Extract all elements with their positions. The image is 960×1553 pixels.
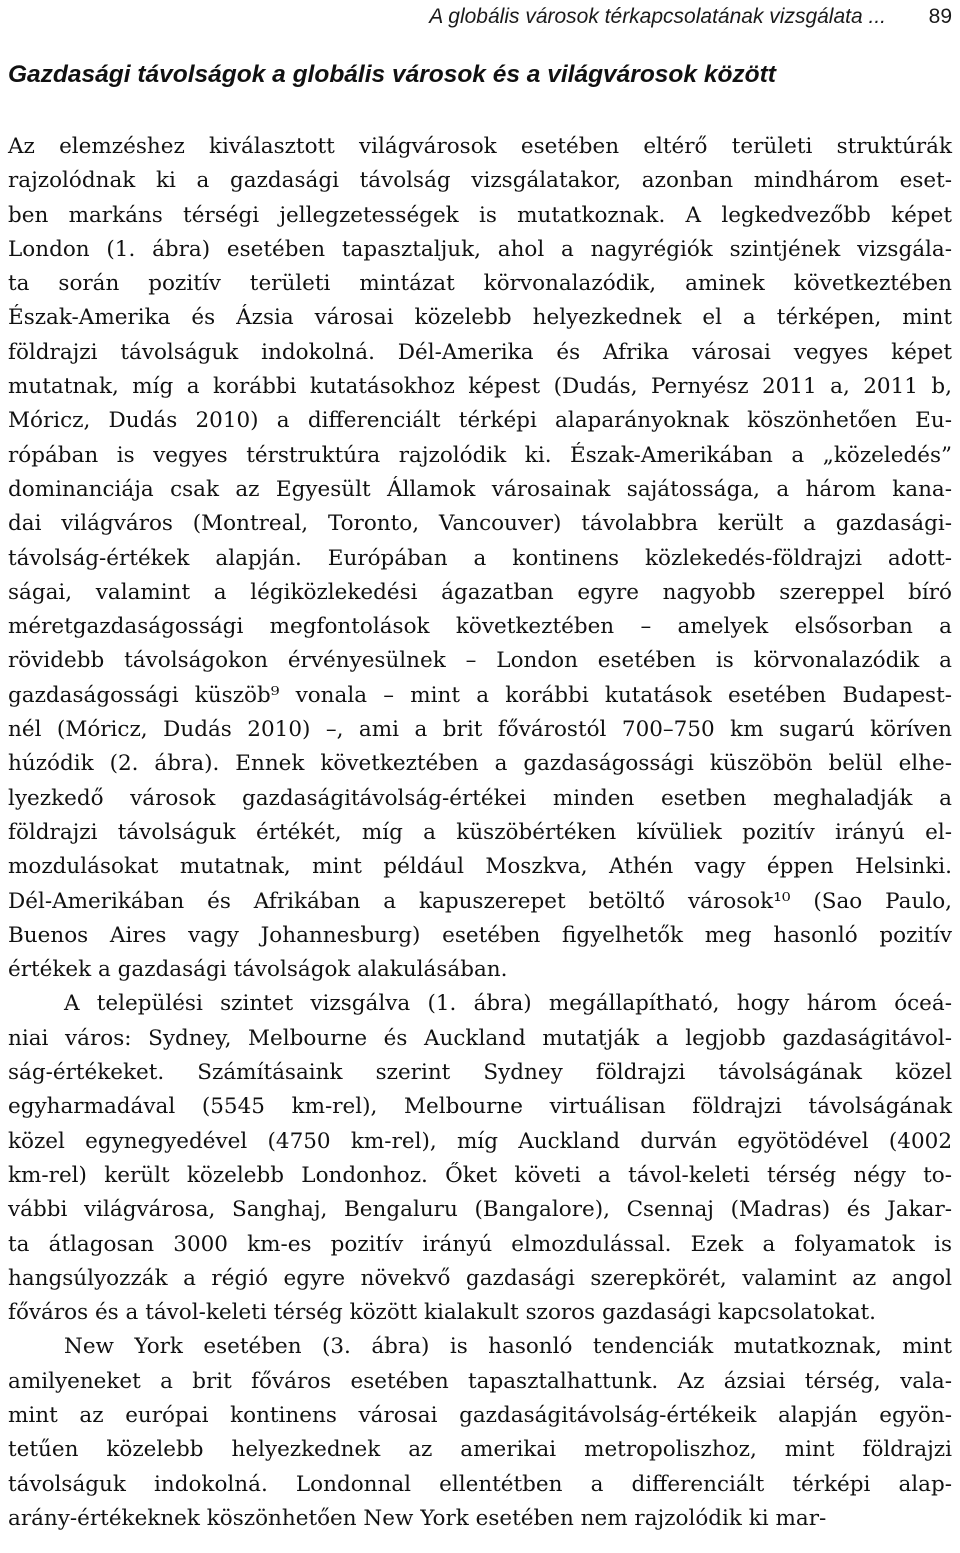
text-line: mint az európai kontinens városai gazdaságitávolság-értékeik alapján egyön- [8, 1402, 952, 1428]
running-head [0, 2, 952, 32]
paragraph [8, 987, 952, 1330]
text-line: A települési szintet vizsgálva (1. ábra) megállapítható, hogy három óceá- [64, 991, 952, 1017]
text-line: egyharmadával (5545 km-rel), Melbourne virtuálisan földrajzi távolságának [8, 1094, 952, 1120]
text-line: vábbi világvárosa, Sanghaj, Bengaluru (Bangalore), Csennaj (Madras) és Jakar- [8, 1197, 952, 1223]
text-line: földrajzi távolságuk értékét, míg a küszöbértéken kívüliek pozitív irányú el- [8, 819, 952, 845]
text-line: hangsúlyozzák a régió egyre növekvő gazdasági szerepkörét, valamint az angol [8, 1265, 952, 1291]
text-line: rajzolódnak ki a gazdasági távolság vizsgálatakor, azonban mindhárom eset- [8, 168, 952, 194]
body-text [8, 130, 952, 1536]
text-line: értékek a gazdasági távolságok alakulásában. [8, 957, 508, 983]
text-line: km-rel) került közelebb Londonhoz. Őket követi a távol-keleti térség négy to- [8, 1162, 952, 1188]
text-line: New York esetében (3. ábra) is hasonló tendenciák mutatkoznak, mint [64, 1334, 952, 1360]
text-line: mozdulásokat mutatnak, mint például Moszkva, Athén vagy éppen Helsinki. [8, 854, 952, 880]
running-head-title: A globális városok térkapcsolatának vizsgálata ... [429, 5, 886, 28]
page-number: 89 [928, 5, 952, 28]
text-line: Buenos Aires vagy Johannesburg) esetében figyelhetők meg hasonló pozitív [8, 922, 952, 948]
text-line: nél (Móricz, Dudás 2010) –, ami a brit fővárostól 700–750 km sugarú köríven [8, 717, 952, 743]
text-line: ságai, valamint a légiközlekedési ágazatban egyre nagyobb szereppel bíró [8, 579, 952, 605]
section-title: Gazdasági távolságok a globális városok és a világvárosok között [8, 61, 776, 88]
text-line: húzódik (2. ábra). Ennek következtében a gazdaságossági küszöbön belül elhe- [8, 751, 952, 777]
text-line: tetűen közelebb helyezkednek az amerikai metropoliszhoz, mint földrajzi [8, 1437, 952, 1463]
paragraph [8, 1330, 952, 1536]
text-line: Az elemzéshez kiválasztott világvárosok esetében eltérő területi struktúrák [8, 134, 952, 159]
text-line: távolságuk indokolná. Londonnal ellentétben a differenciált térképi alap- [8, 1471, 952, 1497]
text-line: arány-értékeknek köszönhetően New York esetében nem rajzolódik ki mar- [8, 1505, 827, 1531]
text-line: ság-értékeket. Számításaink szerint Sydney földrajzi távolságának közel [8, 1060, 952, 1086]
text-line: földrajzi távolságuk indokolná. Dél-Amerika és Afrika városai vegyes képet [8, 339, 952, 365]
text-line: rópában is vegyes térstruktúra rajzolódik ki. Észak-Amerikában a „közeledés” [8, 442, 952, 468]
paragraph [8, 130, 952, 987]
text-line: közel egynegyedével (4750 km-rel), míg Auckland durván egyötödével (4002 [8, 1128, 952, 1154]
text-line: ta átlagosan 3000 km-es pozitív irányú elmozdulással. Ezek a folyamatok is [8, 1231, 952, 1257]
text-line: főváros és a távol-keleti térség között kialakult szoros gazdasági kapcsolatokat. [8, 1300, 877, 1326]
text-line: távolság-értékek alapján. Európában a kontinens közlekedés-földrajzi adott- [8, 545, 952, 571]
text-line: mutatnak, míg a korábbi kutatásokhoz képest (Dudás, Pernyész 2011 a, 2011 b, [8, 374, 952, 400]
text-line: rövidebb távolságokon érvényesülnek – London esetében is körvonalazódik a [8, 648, 952, 674]
text-line: Észak-Amerika és Ázsia városai közelebb helyezkednek el a térképen, mint [8, 305, 952, 331]
text-line: dai világváros (Montreal, Toronto, Vancouver) távolabbra került a gazdasági- [8, 511, 952, 537]
text-line: ben markáns térségi jellegzetességek is mutatkoznak. A legkedvezőbb képet [8, 202, 952, 228]
text-line: lyezkedő városok gazdaságitávolság-értékei minden esetben meghaladják a [8, 785, 952, 811]
text-line: niai város: Sydney, Melbourne és Auckland mutatják a legjobb gazdaságitávol- [8, 1025, 952, 1051]
text-line: Dél-Amerikában és Afrikában a kapuszerepet betöltő városok¹⁰ (Sao Paulo, [8, 888, 952, 914]
text-line: amilyeneket a brit főváros esetében tapasztalhattunk. Az ázsiai térség, vala- [8, 1368, 952, 1394]
text-line: Móricz, Dudás 2010) a differenciált térképi alaparányoknak köszönhetően Eu- [8, 408, 952, 434]
text-line: méretgazdaságossági megfontolások következtében – amelyek elsősorban a [8, 614, 952, 640]
text-line: gazdaságossági küszöb⁹ vonala – mint a korábbi kutatások esetében Budapest- [8, 682, 952, 708]
text-line: ta során pozitív területi mintázat körvonalazódik, aminek következtében [8, 271, 952, 297]
text-line: dominanciája csak az Egyesült Államok városainak sajátossága, a három kana- [8, 476, 952, 502]
text-line: London (1. ábra) esetében tapasztaljuk, ahol a nagyrégiók szintjének vizsgála- [8, 236, 952, 262]
